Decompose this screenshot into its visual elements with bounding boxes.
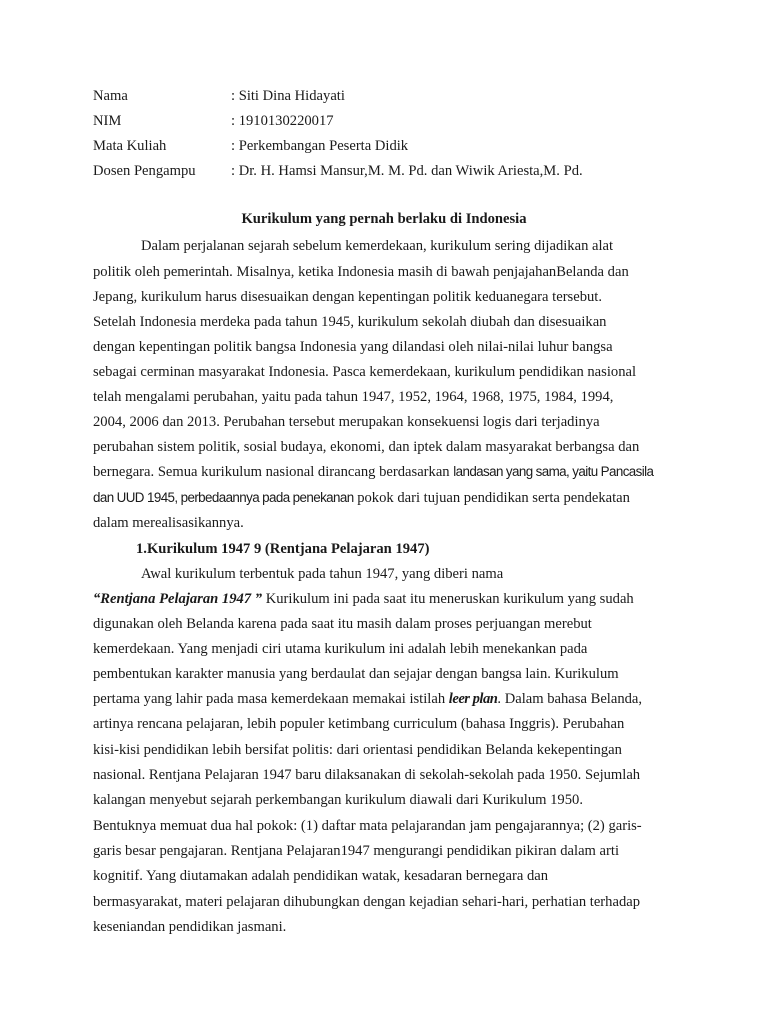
section-1-line-10: kalangan menyebut sejarah perkembangan kurikulum diawali dari Kurikulum 1950. [93,792,583,808]
meta-row-mata-kuliah [93,137,408,155]
intro-line-11 [93,489,630,507]
intro-line-9: perubahan sistem politik, sosial budaya, ekonomi, dan iptek dalam masyarakat berbangsa dan [93,439,640,455]
section-1-line-3: digunakan oleh Belanda karena pada saat itu masih dalam proses perjuangan merebut [93,616,592,632]
rentjana-pelajaran-term: “Rentjana Pelajaran 1947 ” [93,591,263,607]
intro-line-12: dalam merealisasikannya. [93,515,244,531]
section-1-line-1: Awal kurikulum terbentuk pada tahun 1947, yang diberi nama [141,566,504,582]
intro-line-4: Setelah Indonesia merdeka pada tahun 1945, kurikulum sekolah diubah dan disesuaikan [93,314,607,330]
meta-value-nim: : 1910130220017 [231,113,334,129]
meta-label-dosen: Dosen Pengampu [93,163,196,179]
section-1-line-7: artinya rencana pelajaran, lebih populer ketimbang curriculum (bahasa Inggris). Perubahan [93,716,625,732]
section-1-line-12: garis besar pengajaran. Rentjana Pelajaran1947 mengurangi pendidikan pikiran dalam arti [93,843,619,859]
intro-line-10-text: bernegara. Semua kurikulum nasional dirancang berdasarkan [93,464,454,480]
intro-line-11-text: pokok dari tujuan pendidikan serta pendekatan [353,490,630,506]
section-1-line-6-text: pertama yang lahir pada masa kemerdekaan memakai istilah [93,691,449,707]
section-1-line-11: Bentuknya memuat dua hal pokok: (1) daftar mata pelajarandan jam pengajarannya; (2) garis- [93,818,642,834]
intro-line-7: telah mengalami perubahan, yaitu pada tahun 1947, 1952, 1964, 1968, 1975, 1984, 1994, [93,389,614,405]
leer-plan-term: leer plan [448,691,498,707]
section-1-line-13: kognitif. Yang diutamakan adalah pendidikan watak, kesadaran bernegara dan [93,868,549,884]
section-1-line-14: bermasyarakat, materi pelajaran dihubungkan dengan kejadian sehari-hari, perhatian terhadap [93,894,641,910]
section-1-line-2-text: Kurikulum ini pada saat itu meneruskan kurikulum yang sudah [262,591,634,607]
section-1-line-9: nasional. Rentjana Pelajaran 1947 baru dilaksanakan di sekolah-sekolah pada 1950. Sejumlah [93,767,641,783]
intro-line-3: Jepang, kurikulum harus disesuaikan dengan kepentingan politik keduanegara tersebut. [93,289,603,305]
section-1-heading: 1.Kurikulum 1947 9 (Rentjana Pelajaran 1947) [136,541,430,557]
meta-value-mata-kuliah: : Perkembangan Peserta Didik [231,138,409,154]
intro-line-2: politik oleh pemerintah. Misalnya, ketika Indonesia masih di bawah penjajahanBelanda dan [93,264,629,280]
section-1-line-8: kisi-kisi pendidikan lebih bersifat politis: dari orientasi pendidikan Belanda kekepentingan [93,742,622,758]
section-1-line-5: pembentukan karakter manusia yang berdaulat dan sejajar dengan bangsa lain. Kurikulum [93,666,619,682]
intro-line-10-narrow: landasan yang sama, yaitu Pancasila [453,464,654,479]
meta-label-nim: NIM [93,113,122,129]
meta-row-nim [93,112,334,130]
intro-line-8: 2004, 2006 dan 2013. Perubahan tersebut merupakan konsekuensi logis dari terjadinya [93,414,600,430]
meta-row-nama [93,87,345,105]
section-1-line-6-tail: . Dalam bahasa Belanda, [497,691,643,707]
section-1-line-6 [93,690,642,708]
intro-line-10 [93,463,653,481]
meta-value-dosen: : Dr. H. Hamsi Mansur,M. M. Pd. dan Wiwik Ariesta,M. Pd. [231,163,583,179]
meta-label-mata-kuliah: Mata Kuliah [93,138,167,154]
intro-line-5: dengan kepentingan politik bangsa Indonesia yang dilandasi oleh nilai-nilai luhur bangsa [93,339,613,355]
section-1-line-4: kemerdekaan. Yang menjadi ciri utama kurikulum ini adalah lebih menekankan pada [93,641,588,657]
meta-row-dosen [93,162,583,180]
meta-value-nama: : Siti Dina Hidayati [231,88,345,104]
intro-line-1: Dalam perjalanan sejarah sebelum kemerdekaan, kurikulum sering dijadikan alat [141,238,614,254]
meta-label-nama: Nama [93,88,128,104]
section-1-line-15: keseniandan pendidikan jasmani. [93,919,287,935]
document-title: Kurikulum yang pernah berlaku di Indonesia [241,211,527,227]
intro-line-11-narrow: dan UUD 1945, perbedaannya pada penekanan [93,490,354,505]
intro-line-6: sebagai cerminan masyarakat Indonesia. Pasca kemerdekaan, kurikulum pendidikan nasional [93,364,637,380]
section-1-line-2 [93,590,634,608]
